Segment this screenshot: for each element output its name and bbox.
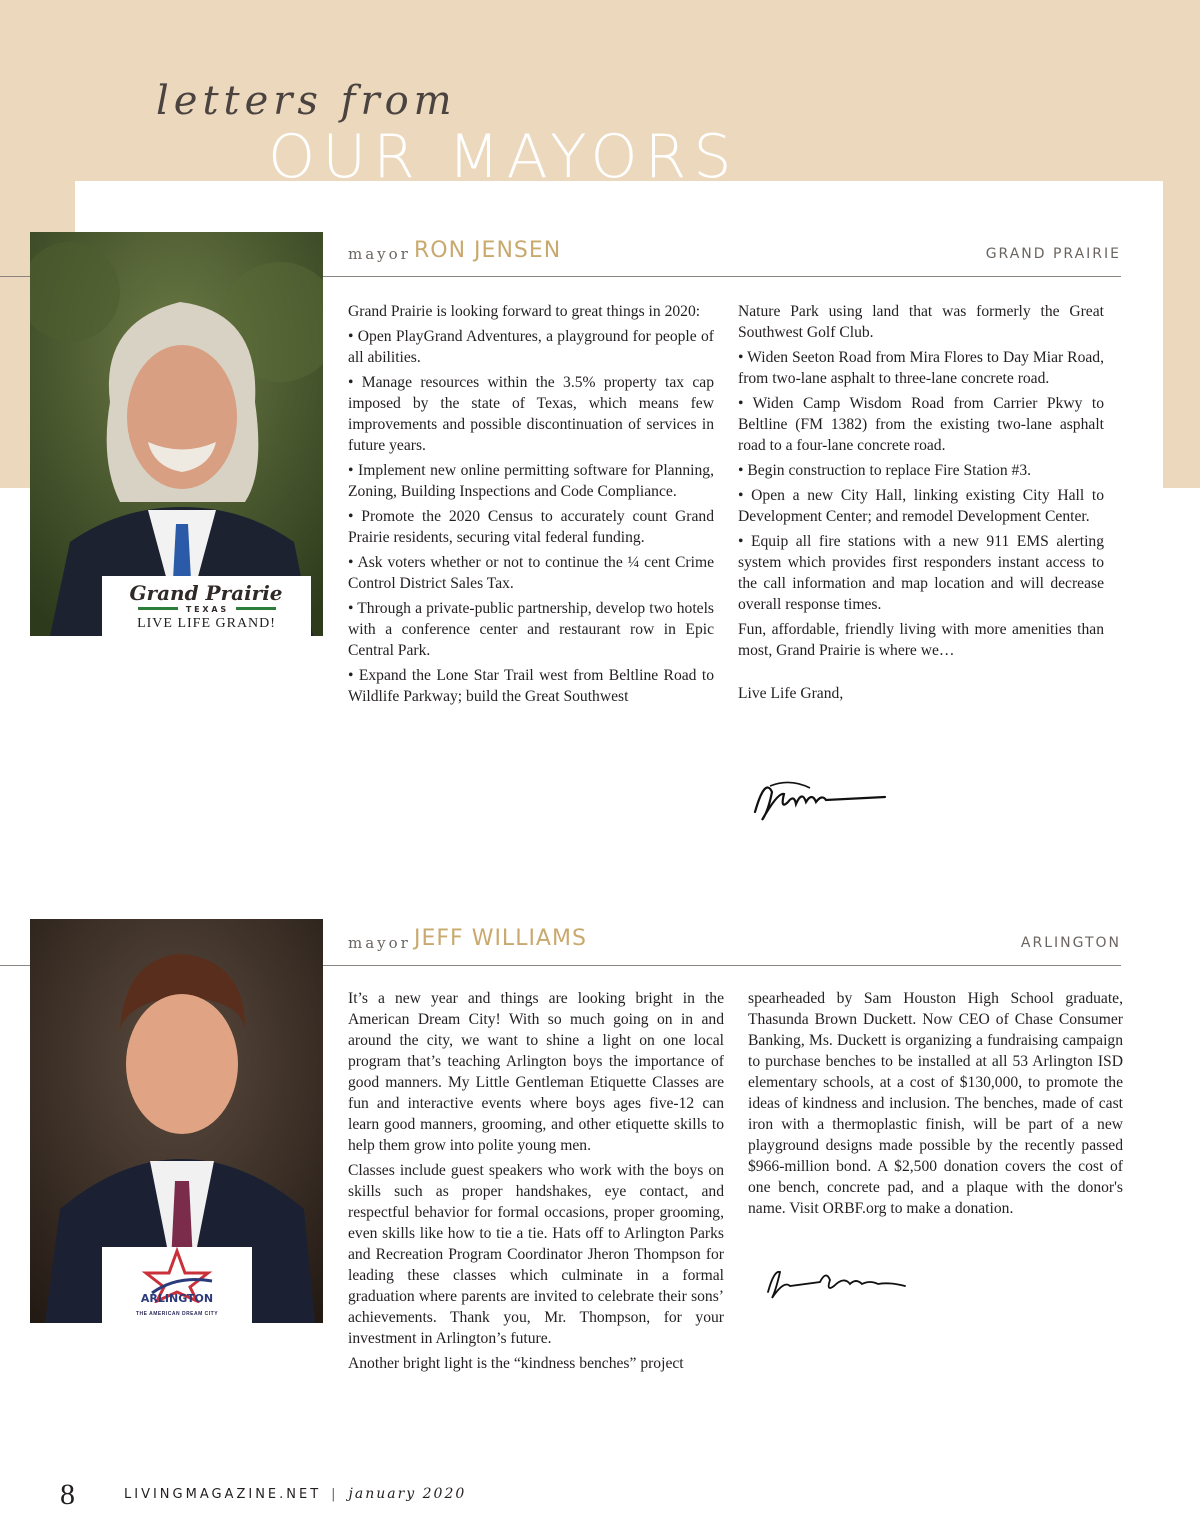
page-number: 8: [60, 1478, 75, 1511]
section-rule: [0, 276, 30, 277]
paragraph: • Promote the 2020 Census to accurately count Grand Prairie residents, securing vital federal funding.: [348, 508, 714, 546]
section-rule: [323, 276, 1121, 277]
mayor-prefix: mayor: [348, 934, 411, 952]
kicker-text: letters from: [156, 78, 457, 124]
footer-site: LIVINGMAGAZINE.NET: [124, 1487, 322, 1502]
svg-text:ARLINGTON: ARLINGTON: [140, 1292, 214, 1303]
footer-date: january 2020: [348, 1486, 467, 1502]
footer: [124, 1486, 466, 1502]
letter-column-2: [748, 988, 1123, 1223]
arlington-star-icon: [102, 1247, 252, 1303]
paragraph: It’s a new year and things are looking bright in the American Dream City! With so much going on in and around the city, we want to shine a light on one local program that’s teaching Arlington boys the importance of good manners. My Little Gentleman Etiquette Classes are fun and interactive events where boys ages five-12 can learn good manners, grooming, and other etiquette skills to help them grow into polite young men.: [348, 990, 724, 1154]
mayor-ron-jensen-photo: [30, 232, 323, 636]
page-headline: OUR MAYORS: [268, 122, 739, 192]
signature-jeff-williams-icon: [760, 1262, 910, 1302]
mayor-jeff-williams-photo: [30, 919, 323, 1323]
mayor-city: ARLINGTON: [1020, 935, 1121, 951]
paragraph: • Expand the Lone Star Trail west from Beltline Road to Wildlife Parkway; build the Great Southwest: [348, 667, 714, 705]
paragraph: • Open PlayGrand Adventures, a playground for people of all abilities.: [348, 328, 714, 366]
paragraph: spearheaded by Sam Houston High School graduate, Thasunda Brown Duckett. Now CEO of Chase Consumer Banking, Ms. Duckett is organizing a fundraising campaign to purchase benches to be installed at all 53 Arlington ISD elementary schools, at a cost of $130,000, to promote the ideas of kindness and inclusion. The benches, made of cast iron with a thermoplastic finish, will be part of a new playground designs made possible by the recently passed $966-million bond. A $2,500 donation covers the cost of one bench, concrete pad, and a plaque with the donor's name. Visit ORBF.org to make a donation.: [748, 990, 1123, 1217]
grand-prairie-logo: [102, 576, 311, 636]
paragraph: Classes include guest speakers who work with the boys on skills such as proper handshakes, eye contact, and respectful behavior for formal occasions, proper grooming, even skills like how to tie a tie. Hats off to Arlington Parks and Recreation Program Coordinator Jheron Thompson for leading these classes which culminate in a formal graduation where parents are invited to celebrate their sons’ achievements. Thank you, Mr. Thompson, for your investment in Arlington’s future.: [348, 1162, 724, 1347]
arlington-tagline: THE AMERICAN DREAM CITY: [135, 1311, 219, 1317]
mayor-city: GRAND PRAIRIE: [985, 246, 1121, 262]
mayor-name: JEFF WILLIAMS: [414, 926, 587, 951]
grand-prairie-tagline: LIVE LIFE GRAND!: [137, 616, 276, 631]
letter-column-1: [348, 301, 714, 711]
section-rule: [323, 965, 1121, 966]
signoff: Live Life Grand,: [738, 685, 844, 702]
paragraph: Another bright light is the “kindness benches” project: [348, 1355, 684, 1372]
letter-column-2: [738, 301, 1104, 708]
section-rule: [0, 965, 30, 966]
arlington-logo: [102, 1247, 252, 1323]
paragraph: Grand Prairie is looking forward to great things in 2020:: [348, 303, 701, 320]
paragraph: • Widen Seeton Road from Mira Flores to Day Miar Road, from two-lane asphalt to three-lane concrete road.: [738, 349, 1104, 387]
paragraph: • Widen Camp Wisdom Road from Carrier Pkwy to Beltline (FM 1382) from the existing two-lane asphalt road to a four-lane concrete road.: [738, 395, 1104, 454]
paragraph: • Ask voters whether or not to continue the ¼ cent Crime Control District Sales Tax.: [348, 554, 714, 592]
paragraph: • Manage resources within the 3.5% property tax cap imposed by the state of Texas, which means few improvements and possible discontinuation of services in future years.: [348, 374, 714, 454]
paragraph: • Through a private-public partnership, develop two hotels with a conference center and restaurant row in Epic Central Park.: [348, 600, 714, 659]
signature-ron-jensen-icon: [750, 772, 890, 827]
paragraph: • Equip all fire stations with a new 911 EMS alerting system which provides first responders instant access to the call information and map location and will decrease overall response times.: [738, 533, 1104, 613]
svg-text:T E X A S: T E X A S: [185, 605, 227, 614]
paragraph: Fun, affordable, friendly living with more amenities than most, Grand Prairie is where we…: [738, 621, 1104, 659]
footer-separator: |: [331, 1487, 339, 1502]
paragraph: • Begin construction to replace Fire Station #3.: [738, 462, 1032, 479]
svg-text:Grand Prairie: Grand Prairie: [129, 581, 283, 605]
letter-column-1: [348, 988, 724, 1378]
mayor-prefix: mayor: [348, 245, 411, 263]
grand-prairie-wordmark-icon: [102, 576, 311, 616]
paragraph: • Open a new City Hall, linking existing City Hall to Development Center; and remodel Development Center.: [738, 487, 1104, 525]
mayor-name: RON JENSEN: [414, 238, 562, 263]
paragraph: • Implement new online permitting software for Planning, Zoning, Building Inspections and Code Compliance.: [348, 462, 714, 500]
paragraph: Nature Park using land that was formerly the Great Southwest Golf Club.: [738, 303, 1104, 341]
